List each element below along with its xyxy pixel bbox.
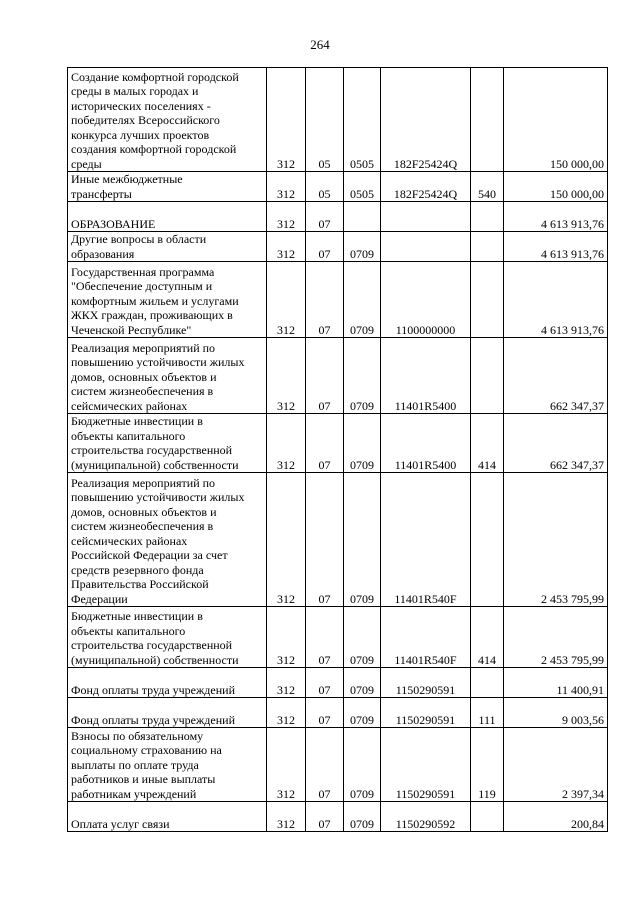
table-row [68,668,608,698]
row-amount: 150 000,00 [504,172,608,202]
row-target-article: 1150290591 [381,668,471,698]
row-subsection-code: 0709 [344,802,381,832]
row-expense-type: 414 [471,607,504,668]
row-amount: 150 000,00 [504,68,608,172]
row-section-code: 05 [306,68,344,172]
row-target-article: 11401R5400 [381,338,471,414]
row-section-code: 07 [306,232,344,262]
row-target-article: 182F25424Q [381,68,471,172]
row-target-article: 1150290591 [381,698,471,728]
table-row [68,202,608,232]
row-grbs-code: 312 [267,607,306,668]
row-name: Фонд оплаты труда учреждений [68,668,267,698]
row-amount: 4 613 913,76 [504,232,608,262]
row-amount: 200,84 [504,802,608,832]
page-number: 264 [310,37,330,52]
table-row [68,728,608,802]
table-row [68,607,608,668]
row-expense-type [471,473,504,607]
row-section-code: 07 [306,728,344,802]
row-expense-type: 111 [471,698,504,728]
row-amount: 4 613 913,76 [504,262,608,338]
table-row [68,172,608,202]
row-subsection-code: 0709 [344,668,381,698]
row-subsection-code: 0505 [344,68,381,172]
row-grbs-code: 312 [267,668,306,698]
row-subsection-code: 0709 [344,338,381,414]
row-amount: 2 397,34 [504,728,608,802]
row-target-article: 1100000000 [381,262,471,338]
row-name: Бюджетные инвестиции в объекты капитального строительства государственной (муниципальной) собственности [68,414,267,473]
row-grbs-code: 312 [267,202,306,232]
row-section-code: 07 [306,698,344,728]
row-section-code: 07 [306,668,344,698]
row-grbs-code: 312 [267,232,306,262]
row-expense-type: 119 [471,728,504,802]
row-target-article: 11401R540F [381,607,471,668]
row-grbs-code: 312 [267,68,306,172]
row-expense-type: 540 [471,172,504,202]
row-expense-type [471,68,504,172]
row-section-code: 07 [306,414,344,473]
row-name: Реализация мероприятий по повышению устойчивости жилых домов, основных объектов и систем жизнеобеспечения в сейсмических районах [68,338,267,414]
row-section-code: 07 [306,802,344,832]
row-subsection-code: 0709 [344,698,381,728]
table-row [68,262,608,338]
row-subsection-code: 0709 [344,728,381,802]
budget-table [67,67,608,832]
budget-table-body [68,68,608,832]
row-subsection-code [344,202,381,232]
row-subsection-code: 0709 [344,232,381,262]
row-amount: 662 347,37 [504,338,608,414]
row-target-article [381,202,471,232]
row-name: ОБРАЗОВАНИЕ [68,202,267,232]
row-target-article: 182F25424Q [381,172,471,202]
row-amount: 9 003,56 [504,698,608,728]
table-row [68,68,608,172]
table-row [68,232,608,262]
table-row [68,802,608,832]
row-grbs-code: 312 [267,473,306,607]
row-expense-type: 414 [471,414,504,473]
row-subsection-code: 0709 [344,473,381,607]
row-section-code: 07 [306,607,344,668]
row-name: Взносы по обязательному социальному страхованию на выплаты по оплате труда работников и иные выплаты работникам учреждений [68,728,267,802]
row-expense-type [471,802,504,832]
row-grbs-code: 312 [267,802,306,832]
row-amount: 2 453 795,99 [504,607,608,668]
row-section-code: 07 [306,262,344,338]
row-name: Иные межбюджетные трансферты [68,172,267,202]
row-section-code: 05 [306,172,344,202]
row-grbs-code: 312 [267,414,306,473]
row-name: Другие вопросы в области образования [68,232,267,262]
row-expense-type [471,232,504,262]
row-subsection-code: 0709 [344,414,381,473]
row-grbs-code: 312 [267,338,306,414]
row-subsection-code: 0505 [344,172,381,202]
table-row [68,473,608,607]
row-section-code: 07 [306,338,344,414]
row-name: Оплата услуг связи [68,802,267,832]
row-name: Создание комфортной городской среды в малых городах и исторических поселениях - победителях Всероссийского конкурса лучших проектов создания комфортной городской среды [68,68,267,172]
row-amount: 2 453 795,99 [504,473,608,607]
row-amount: 4 613 913,76 [504,202,608,232]
row-name: Реализация мероприятий по повышению устойчивости жилых домов, основных объектов и систем жизнеобеспечения в сейсмических районах Российской Федерации за счет средств резервного фонда Правительства Российской Федерации [68,473,267,607]
row-target-article: 1150290592 [381,802,471,832]
row-section-code: 07 [306,202,344,232]
table-row [68,338,608,414]
row-expense-type [471,202,504,232]
row-name: Бюджетные инвестиции в объекты капитального строительства государственной (муниципальной) собственности [68,607,267,668]
row-grbs-code: 312 [267,728,306,802]
row-subsection-code: 0709 [344,607,381,668]
row-target-article [381,232,471,262]
row-expense-type [471,262,504,338]
row-grbs-code: 312 [267,698,306,728]
row-target-article: 1150290591 [381,728,471,802]
row-expense-type [471,668,504,698]
row-section-code: 07 [306,473,344,607]
row-target-article: 11401R5400 [381,414,471,473]
row-amount: 11 400,91 [504,668,608,698]
row-expense-type [471,338,504,414]
row-subsection-code: 0709 [344,262,381,338]
table-row [68,698,608,728]
row-name: Государственная программа "Обеспечение доступным и комфортным жильем и услугами ЖКХ граждан, проживающих в Чеченской Республике" [68,262,267,338]
table-row [68,414,608,473]
row-grbs-code: 312 [267,172,306,202]
row-name: Фонд оплаты труда учреждений [68,698,267,728]
row-grbs-code: 312 [267,262,306,338]
row-amount: 662 347,37 [504,414,608,473]
row-target-article: 11401R540F [381,473,471,607]
